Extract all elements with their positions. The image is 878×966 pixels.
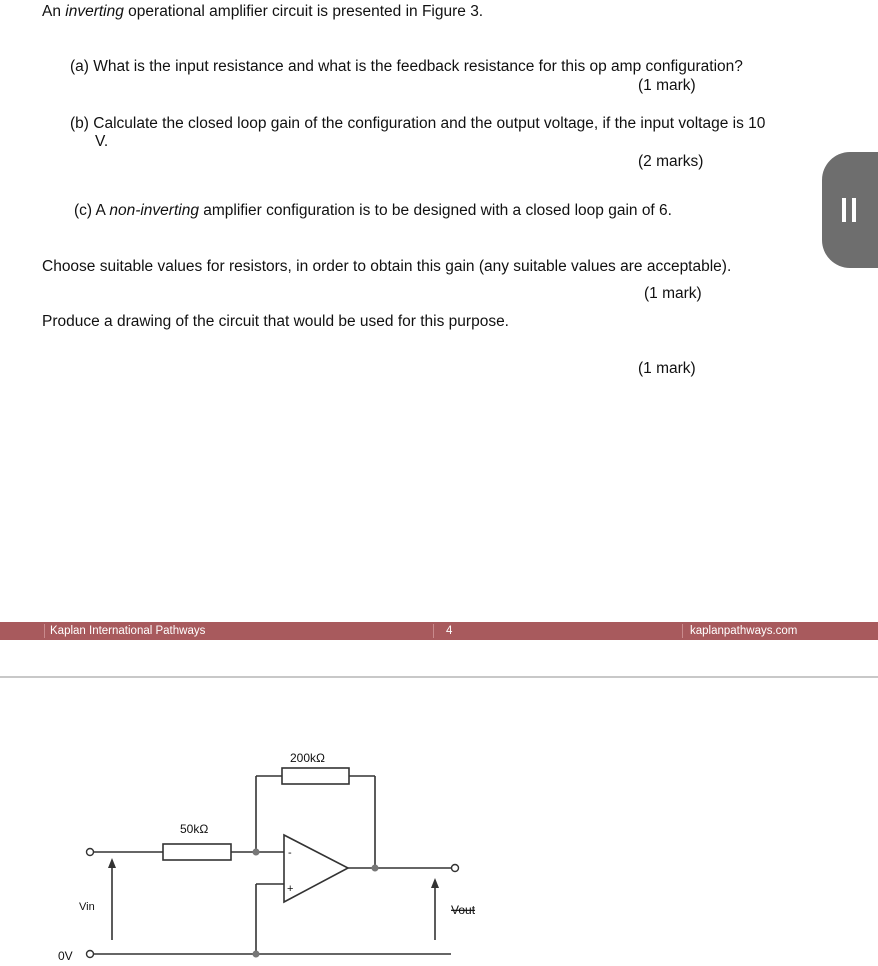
inverting-input-sign: -: [288, 847, 292, 859]
produce-marks: (1 mark): [638, 360, 696, 377]
feedback-resistor-label: 200kΩ: [290, 751, 325, 765]
input-resistor: [163, 844, 231, 860]
noninverting-input-sign: +: [287, 883, 294, 895]
footer-website: kaplanpathways.com: [690, 625, 798, 637]
part-b-question-line2: V.: [95, 133, 109, 150]
produce-drawing-instruction: Produce a drawing of the circuit that would be used for this purpose.: [42, 313, 509, 330]
input-terminal: [87, 849, 94, 856]
vout-label: Vout: [451, 903, 476, 917]
choose-marks: (1 mark): [644, 285, 702, 302]
feedback-resistor: [282, 768, 349, 784]
ground-label: 0V: [58, 949, 73, 963]
vin-arrowhead: [108, 858, 116, 868]
op-amp-triangle: [284, 835, 348, 902]
intro-line: An inverting operational amplifier circuit is presented in Figure 3.: [42, 3, 484, 20]
input-resistor-label: 50kΩ: [180, 822, 209, 836]
input-junction-dot: [253, 849, 260, 856]
footer-brand: Kaplan International Pathways: [50, 625, 206, 637]
part-c-question: (c) A non-inverting amplifier configuration is to be designed with a closed loop gain of 6.: [74, 202, 672, 219]
choose-resistors-instruction: Choose suitable values for resistors, in order to obtain this gain (any suitable values are acceptable).: [42, 258, 732, 275]
footer-page-number: 4: [446, 625, 453, 637]
part-a-marks: (1 mark): [638, 77, 696, 94]
part-b-marks: (2 marks): [638, 153, 704, 170]
ground-junction-dot: [253, 951, 260, 958]
output-terminal: [452, 865, 459, 872]
part-a-question: (a) What is the input resistance and what is the feedback resistance for this op amp configuration?: [70, 58, 743, 75]
output-junction-dot: [372, 865, 379, 872]
ground-terminal: [87, 951, 94, 958]
vin-label: Vin: [79, 901, 95, 913]
vout-arrowhead: [431, 878, 439, 888]
part-b-question-line1: (b) Calculate the closed loop gain of the configuration and the output voltage, if the input voltage is 10: [70, 115, 766, 132]
